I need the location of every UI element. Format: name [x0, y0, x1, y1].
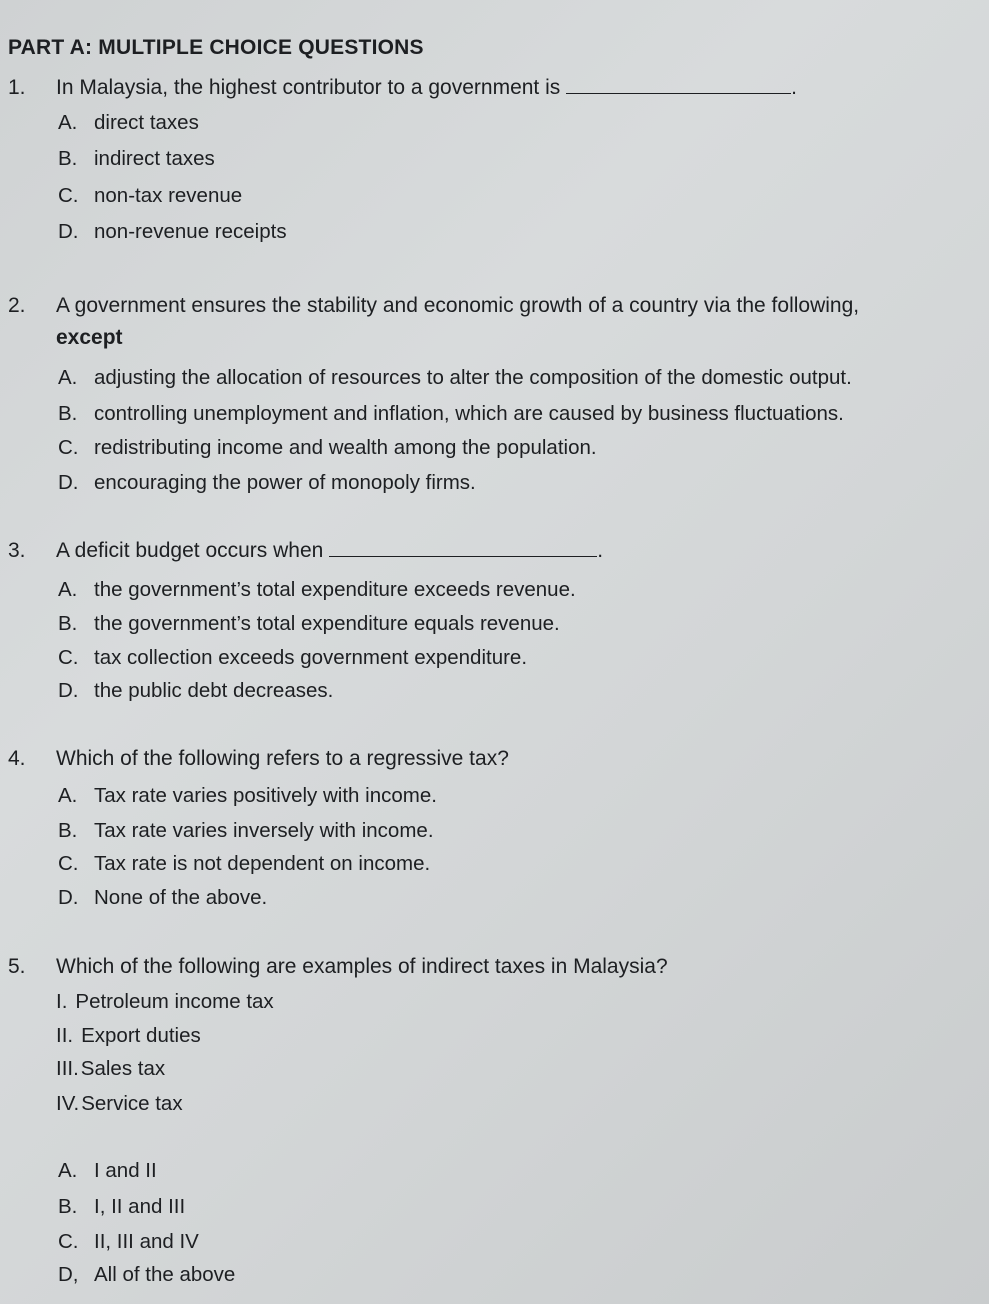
option-text: All of the above — [94, 1263, 236, 1286]
question-end: . — [791, 76, 797, 99]
option-letter: D, — [58, 1263, 79, 1286]
option-letter: C. — [58, 852, 79, 875]
statement-label: III. — [56, 1057, 79, 1080]
option-letter: A. — [58, 1159, 78, 1182]
statement-text: Petroleum income tax — [75, 990, 274, 1013]
question-end: . — [597, 539, 604, 562]
option-letter: B. — [58, 1195, 78, 1218]
question-1 — [8, 76, 797, 100]
answer-blank — [329, 542, 597, 557]
option-letter: A. — [58, 784, 78, 807]
question-3 — [8, 539, 603, 563]
option-text: controlling unemployment and inflation, which are caused by business fluctuations. — [94, 402, 844, 425]
option-text: the public debt decreases. — [94, 679, 334, 702]
option-text: Tax rate is not dependent on income. — [94, 852, 431, 875]
option-letter: C. — [58, 436, 79, 459]
option-letter: D. — [58, 679, 79, 702]
question-text: A government ensures the stability and economic growth of a country via the following, — [56, 294, 860, 317]
option-1c — [58, 184, 242, 208]
option-text: encouraging the power of monopoly firms. — [94, 471, 476, 494]
option-text: indirect taxes — [94, 147, 215, 170]
option-text: the government’s total expenditure exceeds revenue. — [94, 578, 576, 601]
option-letter: C. — [58, 184, 79, 207]
question-number: 5. — [8, 955, 26, 978]
option-text: Tax rate varies inversely with income. — [94, 819, 434, 842]
option-3c — [58, 646, 527, 670]
option-text: Tax rate varies positively with income. — [94, 784, 437, 807]
option-5d — [58, 1263, 235, 1287]
option-letter: B. — [58, 819, 78, 842]
answer-blank — [566, 79, 791, 94]
option-2a — [58, 366, 852, 390]
option-1b — [58, 147, 215, 171]
option-letter: D. — [58, 886, 79, 909]
statement-iv — [56, 1092, 183, 1116]
option-text: the government’s total expenditure equals revenue. — [94, 612, 560, 635]
option-4c — [58, 852, 430, 876]
option-4a — [58, 784, 437, 808]
option-1a — [58, 111, 199, 135]
option-text: direct taxes — [94, 111, 199, 134]
question-text: Which of the following refers to a regressive tax? — [56, 747, 509, 770]
section-heading: PART A: MULTIPLE CHOICE QUESTIONS — [8, 36, 424, 59]
option-3b — [58, 612, 560, 636]
option-4d — [58, 886, 267, 910]
question-number: 2. — [8, 294, 26, 317]
option-3d — [58, 679, 333, 703]
option-letter: C. — [58, 646, 79, 669]
question-2-continuation: except — [56, 326, 123, 349]
question-text: Which of the following are examples of indirect taxes in Malaysia? — [56, 955, 668, 978]
option-text: I and II — [94, 1159, 157, 1182]
option-4b — [58, 819, 434, 843]
question-text: In Malaysia, the highest contributor to a government is — [56, 76, 561, 99]
option-letter: A. — [58, 111, 78, 134]
option-5c — [58, 1230, 199, 1254]
option-letter: A. — [58, 578, 78, 601]
statement-label: IV. — [56, 1092, 80, 1115]
question-number: 1. — [8, 76, 26, 99]
option-text: non-revenue receipts — [94, 220, 287, 243]
option-text: I, II and III — [94, 1195, 186, 1218]
question-4 — [8, 747, 509, 771]
statement-text: Sales tax — [80, 1057, 166, 1080]
option-letter: A. — [58, 366, 78, 389]
option-text: tax collection exceeds government expenditure. — [94, 646, 528, 669]
option-letter: B. — [58, 402, 78, 425]
option-5b — [58, 1195, 185, 1219]
statement-ii — [56, 1024, 201, 1048]
question-5 — [8, 955, 668, 979]
question-number: 3. — [8, 539, 26, 562]
option-2b — [58, 402, 844, 426]
question-2 — [8, 294, 859, 318]
statement-label: II. — [56, 1024, 74, 1047]
statement-text: Export duties — [81, 1024, 201, 1047]
option-text: non-tax revenue — [94, 184, 243, 207]
question-text: A deficit budget occurs when — [56, 539, 324, 562]
option-text: II, III and IV — [94, 1230, 199, 1253]
option-letter: D. — [58, 220, 79, 243]
statement-text: Service tax — [81, 1092, 183, 1115]
option-text: redistributing income and wealth among the population. — [94, 436, 597, 459]
statement-i — [56, 990, 274, 1014]
statement-iii — [56, 1057, 165, 1081]
option-letter: C. — [58, 1230, 79, 1253]
option-letter: D. — [58, 471, 79, 494]
option-2c — [58, 436, 597, 460]
question-number: 4. — [8, 747, 26, 770]
option-letter: B. — [58, 147, 78, 170]
option-text: adjusting the allocation of resources to alter the composition of the domestic output. — [94, 366, 852, 389]
option-letter: B. — [58, 612, 78, 635]
option-3a — [58, 578, 576, 602]
option-1d — [58, 220, 287, 244]
statement-label: I. — [56, 990, 68, 1013]
option-5a — [58, 1159, 157, 1183]
option-2d — [58, 471, 476, 495]
option-text: None of the above. — [94, 886, 268, 909]
